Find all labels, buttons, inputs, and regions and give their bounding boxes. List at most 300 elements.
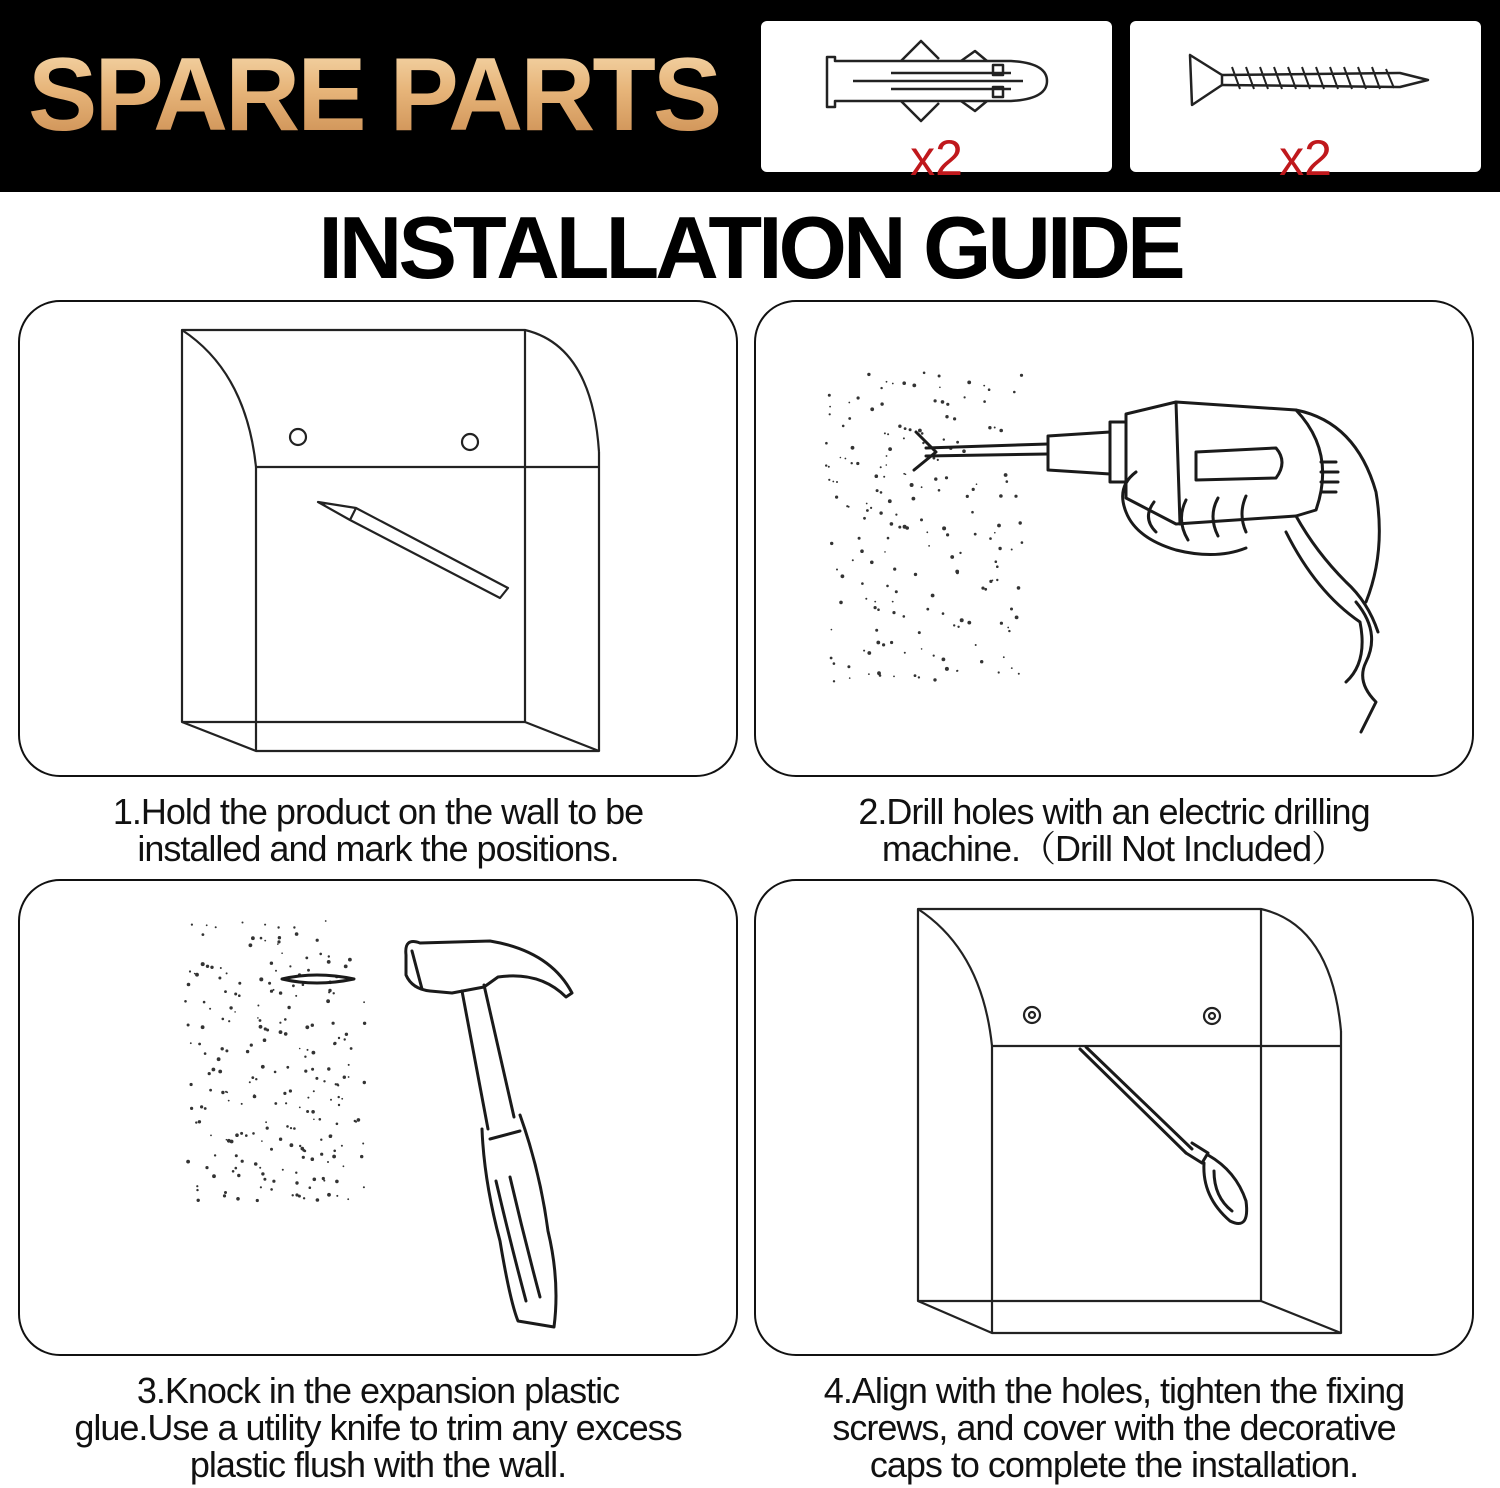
dust-speck [959, 552, 961, 554]
step-3-caption [18, 1372, 738, 1483]
dust-speck [892, 601, 894, 603]
dust-speck [840, 457, 842, 459]
dust-speck [277, 940, 280, 943]
spare-parts-title: SPARE PARTS [28, 40, 748, 150]
electric-drill-illustration [756, 302, 1474, 777]
dust-speck [245, 1134, 248, 1137]
dust-speck [830, 657, 833, 660]
dust-speck [238, 982, 241, 985]
dust-speck [890, 522, 894, 526]
step-4-caption-line: 4.Align with the holes, tighten the fixing [823, 1370, 1405, 1411]
dust-speck [338, 1096, 340, 1098]
dust-speck [866, 509, 869, 512]
dust-speck [851, 462, 853, 464]
dust-speck [945, 667, 949, 671]
dust-speck [942, 612, 945, 615]
dust-speck [938, 375, 941, 378]
dust-speck [1004, 473, 1008, 477]
dust-speck [259, 1019, 262, 1022]
dust-speck [225, 1049, 228, 1052]
dust-speck [964, 396, 966, 398]
dust-speck [328, 991, 330, 993]
dust-speck [311, 1110, 315, 1114]
dust-speck [304, 1056, 306, 1058]
dust-speck [934, 477, 937, 480]
dust-speck [998, 671, 1000, 673]
dust-speck [874, 601, 876, 603]
dust-speck [295, 932, 299, 936]
dust-speck [232, 1170, 235, 1173]
dust-speck [261, 1065, 265, 1069]
dust-speck [879, 511, 882, 514]
dust-speck [870, 561, 874, 565]
dust-speck [222, 1018, 225, 1021]
dust-speck [235, 1167, 238, 1170]
dust-speck [261, 1172, 264, 1175]
dust-speck [313, 1090, 315, 1092]
step-4-caption [754, 1372, 1474, 1483]
dust-speck [290, 1127, 292, 1129]
dust-speck [266, 1127, 269, 1130]
dust-speck [263, 1178, 266, 1181]
step-3-caption-line: plastic flush with the wall. [189, 1444, 567, 1485]
dust-speck [255, 1078, 257, 1080]
step-1-caption [18, 793, 738, 867]
dust-speck [942, 526, 946, 530]
dust-speck [286, 1066, 289, 1069]
dust-speck [1014, 495, 1017, 498]
dust-speck [861, 582, 864, 585]
dust-speck [860, 549, 864, 553]
dust-speck [275, 970, 277, 972]
dust-speck [851, 446, 855, 450]
dust-speck [920, 518, 923, 521]
dust-speck [325, 920, 327, 922]
dust-speck [875, 474, 879, 478]
dust-speck [194, 973, 196, 975]
dust-speck [953, 417, 956, 420]
dust-speck [971, 511, 974, 514]
dust-speck [921, 432, 924, 435]
dust-speck [293, 926, 295, 928]
dust-speck [888, 447, 892, 451]
dust-speck [912, 497, 916, 501]
dust-speck [337, 1084, 339, 1086]
dust-speck [946, 403, 949, 406]
dust-speck [191, 924, 193, 926]
dust-speck [253, 1094, 255, 1096]
dust-speck [264, 940, 266, 942]
dust-speck [350, 1047, 353, 1050]
dust-speck [299, 1048, 301, 1050]
dust-speck [1007, 627, 1009, 629]
dust-speck [996, 565, 999, 568]
dust-speck [865, 598, 867, 600]
dust-speck [309, 1186, 312, 1189]
dust-speck [293, 1127, 296, 1130]
dust-speck [886, 464, 888, 466]
dust-speck [218, 977, 221, 980]
dust-speck [246, 1050, 249, 1053]
dust-speck [289, 1089, 292, 1092]
step-4-panel [754, 879, 1474, 1356]
dust-speck [295, 995, 297, 997]
dust-speck [254, 1162, 258, 1166]
dust-speck [190, 1042, 192, 1044]
dust-speck [893, 676, 895, 678]
dust-speck [904, 427, 907, 430]
dust-speck [336, 1123, 339, 1126]
dust-speck [311, 1068, 314, 1071]
dust-speck [874, 606, 877, 609]
dust-speck [938, 489, 941, 492]
dust-speck [1019, 521, 1022, 524]
dust-speck [943, 438, 945, 440]
step-4-caption-line: screws, and cover with the decorative [832, 1407, 1396, 1448]
dust-speck [918, 429, 922, 433]
dust-speck [983, 385, 985, 387]
dust-speck [210, 1135, 212, 1137]
dust-speck [224, 990, 227, 993]
dust-speck [343, 1165, 345, 1167]
dust-speck [304, 1070, 307, 1073]
step-4-caption-line: caps to complete the installation. [869, 1444, 1359, 1485]
dust-speck [903, 473, 905, 475]
dust-speck [994, 427, 996, 429]
dust-speck [994, 532, 996, 534]
dust-speck [955, 570, 959, 574]
dust-speck [241, 1160, 244, 1163]
dust-speck [898, 526, 901, 529]
dust-speck [224, 1191, 227, 1194]
dust-speck [249, 943, 253, 947]
dust-speck [363, 1186, 365, 1188]
dust-speck [187, 1024, 190, 1027]
dust-speck [1013, 391, 1016, 394]
dust-speck [263, 1038, 267, 1042]
dust-speck [886, 585, 889, 588]
dust-speck [201, 1025, 205, 1029]
dust-speck [270, 962, 273, 965]
dust-speck [863, 650, 865, 652]
dust-speck [215, 926, 217, 928]
dust-speck [887, 433, 889, 435]
dust-speck [1011, 667, 1013, 669]
dust-speck [956, 670, 958, 672]
dust-speck [312, 1051, 316, 1055]
dust-speck [320, 1153, 323, 1156]
dust-speck [828, 479, 830, 481]
dust-speck [960, 618, 964, 622]
dust-speck [331, 1135, 333, 1137]
dust-speck [227, 1139, 231, 1143]
dust-speck [828, 466, 830, 468]
dust-speck [195, 1121, 197, 1123]
dust-speck [975, 644, 977, 646]
dust-speck [967, 381, 971, 385]
dust-speck [257, 1005, 259, 1007]
dust-speck [941, 400, 945, 404]
dust-speck [1010, 608, 1013, 611]
dust-speck [995, 560, 998, 563]
dust-speck [186, 1160, 190, 1164]
dust-speck [252, 1132, 255, 1135]
dust-speck [858, 537, 861, 540]
dust-speck [857, 396, 860, 399]
dust-speck [184, 1000, 187, 1003]
step-2-caption [754, 793, 1474, 867]
dust-speck [893, 568, 896, 571]
dust-speck [274, 1071, 277, 1074]
dust-speck [292, 1194, 294, 1196]
dust-speck [953, 624, 955, 626]
dust-speck [933, 678, 936, 681]
dust-speck [335, 1083, 337, 1085]
dust-speck [279, 991, 282, 994]
dust-speck [240, 1132, 243, 1135]
dust-speck [206, 924, 208, 926]
dust-speck [259, 977, 263, 981]
dust-speck [895, 514, 897, 516]
dust-speck [866, 503, 868, 505]
dust-speck [279, 1138, 282, 1141]
dust-speck [311, 1157, 315, 1161]
dust-speck [260, 937, 263, 940]
dust-speck [209, 1008, 211, 1010]
dust-speck [202, 933, 205, 936]
dust-speck [360, 1155, 363, 1158]
dust-speck [313, 1178, 317, 1182]
dust-speck [316, 1198, 320, 1202]
dust-speck [268, 982, 271, 985]
dust-speck [228, 1100, 230, 1102]
dust-speck [235, 1154, 238, 1157]
dust-speck [283, 1092, 286, 1095]
dust-speck [196, 1185, 198, 1187]
dust-speck [229, 1006, 232, 1009]
dust-speck [348, 1064, 350, 1066]
dust-speck [259, 1025, 263, 1029]
dust-speck [250, 1044, 253, 1047]
dust-speck [256, 1199, 259, 1202]
dust-speck [363, 1022, 366, 1025]
dust-speck [825, 442, 828, 445]
dust-speck [218, 1070, 222, 1074]
dust-speck [363, 1001, 365, 1003]
dust-speck [1006, 480, 1009, 483]
step-2-caption-line: 2.Drill holes with an electric drilling [858, 791, 1370, 832]
dust-speck [187, 983, 191, 987]
dust-speck [876, 489, 879, 492]
dust-speck [289, 965, 291, 967]
dust-speck [190, 1083, 193, 1086]
dust-speck [914, 573, 917, 576]
dust-speck [845, 458, 847, 460]
dust-speck [320, 1139, 322, 1141]
dust-speck [225, 1091, 227, 1093]
dust-speck [299, 1145, 301, 1147]
dust-speck [270, 1188, 273, 1191]
dust-speck [983, 400, 986, 403]
dust-speck [305, 1025, 309, 1029]
dust-speck [1021, 541, 1024, 544]
dust-speck [299, 1107, 301, 1109]
dust-speck [946, 533, 949, 536]
dust-speck [332, 1155, 336, 1159]
installation-guide-title: INSTALLATION GUIDE [318, 198, 1182, 297]
dust-speck [867, 373, 870, 376]
dust-speck [870, 507, 872, 509]
dust-speck [198, 1120, 201, 1123]
dust-speck [974, 533, 977, 536]
dust-speck [335, 1180, 339, 1184]
step-3-panel [18, 879, 738, 1356]
dust-speck [242, 922, 244, 924]
dust-speck [999, 429, 1003, 433]
dust-speck [898, 425, 901, 428]
dust-speck [876, 641, 880, 645]
dust-speck [273, 989, 275, 991]
dust-speck [328, 955, 330, 957]
dust-speck [888, 499, 892, 503]
dust-speck [362, 1143, 364, 1145]
dust-speck [1000, 622, 1003, 625]
dust-speck [345, 1033, 348, 1036]
dust-speck [264, 1027, 267, 1030]
dust-speck [208, 1072, 211, 1075]
dust-speck [210, 966, 213, 969]
screw-icon [1130, 21, 1481, 131]
dust-speck [301, 1147, 305, 1151]
wall-anchor-quantity: x2 [910, 130, 963, 186]
dust-speck [290, 1143, 294, 1147]
dust-speck [980, 660, 983, 663]
dust-speck [923, 372, 926, 375]
dust-speck [835, 496, 838, 499]
dust-speck [195, 973, 199, 977]
dust-speck [998, 547, 1001, 550]
dust-speck [251, 936, 255, 940]
dust-speck [261, 1140, 263, 1142]
dust-speck [336, 1195, 338, 1197]
dust-speck [323, 1180, 325, 1182]
dust-speck [989, 537, 992, 540]
dust-speck [343, 1076, 346, 1079]
dust-speck [934, 399, 937, 402]
dust-speck [338, 1104, 340, 1106]
dust-speck [886, 455, 888, 457]
dust-speck [875, 629, 878, 632]
dust-speck [880, 491, 883, 494]
dust-speck [839, 601, 843, 605]
dust-speck [212, 1068, 216, 1072]
dust-speck [942, 658, 946, 662]
dust-speck [264, 924, 266, 926]
dust-speck [307, 1097, 309, 1099]
hammer-illustration [20, 881, 738, 1356]
dust-speck [330, 1099, 332, 1101]
dust-speck [848, 417, 851, 420]
dust-speck [238, 994, 241, 997]
dust-speck [249, 1081, 251, 1083]
dust-speck [285, 1102, 287, 1104]
dust-speck [833, 680, 835, 682]
dust-speck [939, 387, 941, 389]
dust-speck [341, 1145, 343, 1147]
wall-anchor-icon [761, 21, 1112, 131]
dust-speck [274, 1102, 277, 1105]
dust-speck [279, 1022, 281, 1024]
dust-speck [988, 388, 991, 391]
dust-speck [272, 1180, 275, 1183]
dust-speck [887, 537, 890, 540]
dust-speck [846, 505, 848, 507]
step-3-caption-line: 3.Knock in the expansion plastic [136, 1370, 620, 1411]
dust-speck [295, 1193, 298, 1196]
dust-speck [999, 494, 1003, 498]
spare-parts-banner [0, 0, 1500, 192]
dust-speck [931, 594, 935, 598]
dust-speck [1015, 616, 1019, 620]
dust-speck [926, 531, 928, 533]
dust-speck [933, 655, 935, 657]
dust-speck [201, 962, 205, 966]
dust-speck [228, 1020, 230, 1022]
dust-speck [295, 1181, 298, 1184]
dust-speck [189, 970, 191, 972]
dust-speck [956, 441, 959, 444]
dust-speck [281, 952, 283, 954]
dust-speck [234, 993, 237, 996]
dust-speck [327, 1161, 329, 1163]
dust-speck [880, 466, 882, 468]
screw-card [1130, 21, 1481, 186]
dust-speck [890, 641, 893, 644]
dust-speck [257, 1017, 259, 1019]
dust-speck [984, 588, 987, 591]
dust-speck [882, 643, 885, 646]
dust-speck [981, 587, 984, 590]
dust-speck [1003, 656, 1005, 658]
dust-speck [945, 476, 948, 479]
dust-speck [879, 674, 882, 677]
dust-speck [315, 1077, 318, 1080]
dust-speck [829, 413, 831, 415]
dust-speck [903, 525, 907, 529]
dust-speck [214, 1154, 216, 1156]
dust-speck [319, 1118, 322, 1121]
dust-speck [972, 488, 975, 491]
dust-speck [287, 1006, 290, 1009]
dust-speck [825, 464, 827, 466]
dust-speck [945, 415, 948, 418]
dust-speck [921, 648, 923, 650]
dust-speck [877, 608, 880, 611]
dust-speck [235, 1133, 239, 1137]
dust-speck [306, 1110, 309, 1113]
dust-speck [223, 1194, 226, 1197]
step-1-caption-line: 1.Hold the product on the wall to be [112, 791, 644, 832]
dust-speck [847, 665, 850, 668]
dust-speck [333, 1150, 336, 1153]
screw-quantity: x2 [1279, 130, 1332, 186]
dust-speck [234, 1011, 236, 1013]
dust-speck [326, 999, 330, 1003]
dust-speck [260, 1186, 262, 1188]
dust-speck [241, 1103, 243, 1105]
dust-speck [841, 574, 845, 578]
dust-speck [886, 381, 888, 383]
